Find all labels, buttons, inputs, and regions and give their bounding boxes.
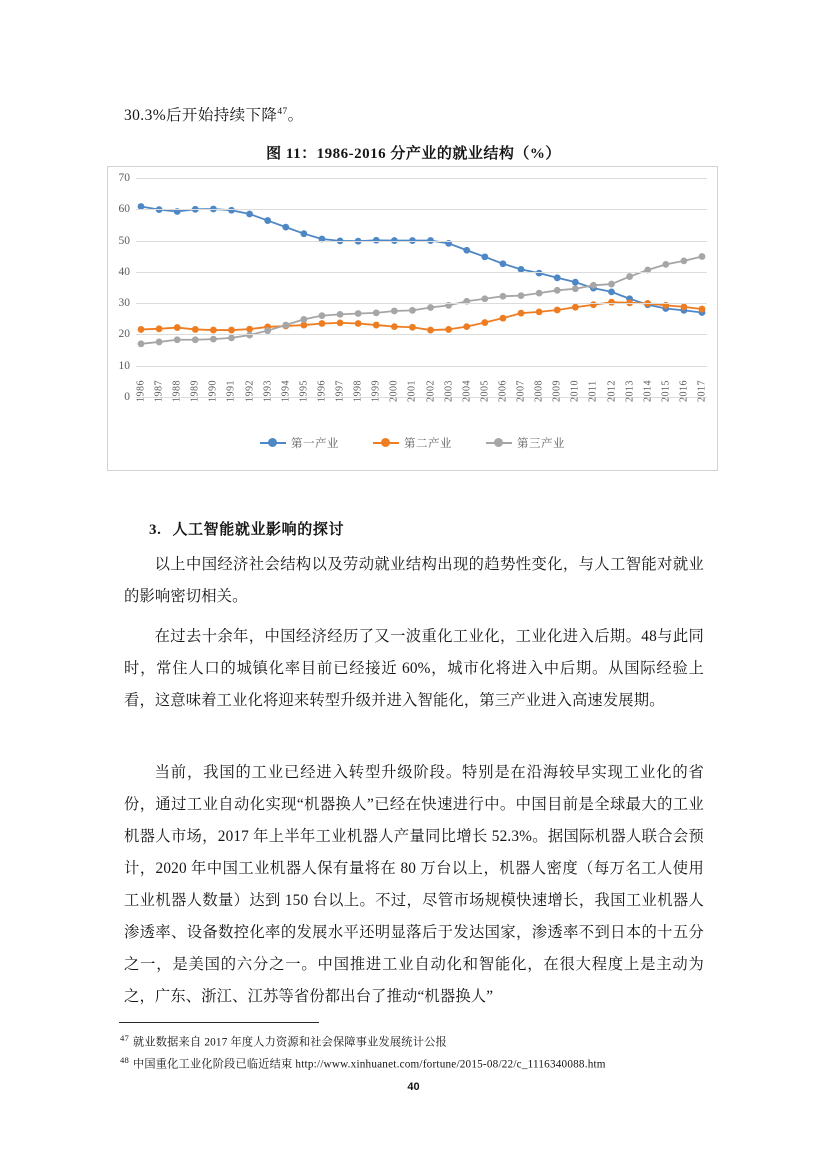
page-number: 40 [407,1081,420,1093]
chart-data-point [463,323,470,330]
body-paragraph-1 [124,549,704,613]
chart-data-point [481,319,488,326]
chart-data-point [681,258,688,265]
x-axis-tick-label: 2011 [587,380,599,402]
section-heading [149,518,344,539]
chart-line-series-2 [141,302,702,330]
chart-data-point [681,303,688,310]
chart-data-point [536,270,543,277]
x-axis-tick-label: 1997 [334,380,346,402]
paragraph-text: 当前，我国的工业已经进入转型升级阶段。特别是在沿海较早实现工业化的省份，通过工业自动化实现“机器换人”已经在快速进行中。中国目前是全球最大的工业机器人市场，2017 年上半年工业机器人产量同比增长 52.3%。据国际机器人联合会预计，2020 年中国工业机器人保有量将在 80 万台以上，机器人密度（每万名工人使用工业机器人数量）达到 150 台以上。不过，尽管市场规模快速增长，我国工业机器人渗透率、设备数控化率的发展水平还明显落后于发达国家，渗透率不到日本的十五分之一，是美国的六分之一。中国推进工业自动化和智能化，在很大程度上是主动为之，广东、浙江、江苏等省份都出台了推动“机器换人” [124,764,704,1005]
x-axis-tick-label: 2017 [696,380,708,402]
footnote-ref-47: 47 [277,106,288,117]
x-axis-tick-label: 2009 [551,380,563,402]
chart-data-point [554,287,561,294]
legend-item-3[interactable] [486,435,565,451]
chart-data-point [228,327,235,334]
chart-data-point [355,320,362,327]
x-axis-tick-label: 1994 [280,380,292,402]
chart-data-point [373,309,380,316]
chart-data-point [572,285,579,292]
chart-data-point [536,290,543,297]
y-axis-tick-label: 50 [118,234,130,247]
legend-item-1[interactable] [260,435,339,451]
x-axis-tick-label: 1988 [171,380,183,402]
chart-data-point [662,261,669,268]
y-axis-tick-label: 0 [124,391,130,403]
x-axis-tick-label: 2001 [406,380,418,402]
chart-data-point [427,304,434,311]
chart-data-point [319,312,326,319]
footnote-text: 中国重化工业化阶段已临近结束 http://www.xinhuanet.com/fortune/2015-08/22/c_1116340088.htm [133,1058,606,1071]
x-axis-tick-label: 2006 [497,380,509,402]
footnote-47 [120,1030,720,1052]
chart-data-point [300,230,307,237]
chart-data-point [174,324,181,331]
footnote-marker: 47 [120,1033,129,1043]
y-axis-tick-label: 70 [118,172,130,184]
x-axis-tick-label: 2005 [479,380,491,402]
chart-gridline [136,178,707,179]
figure-title: 图 11：1986-2016 分产业的就业结构（%） [266,146,561,162]
chart-data-point [210,327,217,334]
chart-gridline [136,303,707,304]
chart-data-point [210,336,217,343]
x-axis-tick-label: 1996 [316,380,328,402]
chart-data-point [518,310,525,317]
x-axis-tick-label: 2000 [388,380,400,402]
chart-data-point [337,311,344,318]
x-axis-tick-label: 1998 [352,380,364,402]
chart-gridline [136,366,707,367]
chart-data-point [264,327,271,334]
chart-data-point [246,211,253,218]
x-axis-tick-label: 1993 [262,380,274,402]
x-axis-tick-label: 1995 [298,380,310,402]
legend-marker-icon [260,438,286,448]
chart-data-point [572,279,579,286]
footnote-text: 就业数据来自 2017 年度人力资源和社会保障事业发展统计公报 [133,1036,447,1049]
chart-data-point [319,320,326,327]
legend-item-2[interactable] [373,435,452,451]
x-axis-tick-label: 1986 [135,380,147,402]
chart-data-point [554,274,561,281]
chart-data-point [572,304,579,311]
chart-data-point [608,288,615,295]
chart-data-point [174,336,181,343]
y-axis-tick-label: 30 [118,297,130,310]
chart-data-point [282,224,289,231]
chart-data-point [409,307,416,314]
chart-plot-area [118,172,708,403]
chart-data-point [481,295,488,302]
chart-data-point [192,336,199,343]
chart-data-point [626,273,633,280]
legend-marker-icon [373,438,399,448]
paragraph-text: 以上中国经济社会结构以及劳动就业结构出现的趋势性变化，与人工智能对就业的影响密切相关。 [124,556,704,605]
chart-data-point [590,282,597,289]
chart-data-point [373,322,380,329]
body-paragraph-3 [124,757,704,1013]
chart-line-series-1 [141,206,702,312]
x-axis-tick-label: 1990 [207,380,219,402]
x-axis-tick-label: 1992 [244,380,256,402]
chart-data-point [264,217,271,224]
chart-data-point [699,306,706,313]
paragraph-text: 在过去十余年，中国经济经历了又一波重化工业化，工业化进入后期。48与此同时，常住人口的城镇化率目前已经接近 60%，城市化将进入中后期。从国际经验上看，这意味着工业化将迎来转型升级并进入智能化，第三产业进入高速发展期。 [124,628,704,709]
footnote-separator [119,1022,319,1023]
chart-data-point [391,308,398,315]
x-axis-tick-label: 2003 [443,380,455,402]
legend-label: 第二产业 [404,438,452,450]
x-axis-tick-label: 1991 [225,380,237,402]
chart-data-point [138,340,145,347]
y-axis-tick-label: 40 [118,265,130,278]
chart-gridline [136,334,707,335]
intro-text: 30.3%后开始持续下降 [124,107,278,124]
x-axis-tick-label: 2002 [425,380,437,402]
x-axis-tick-label: 2010 [569,380,581,402]
chart-gridline [136,272,707,273]
chart-data-point [518,292,525,299]
footnote-list [120,1030,720,1073]
chart-data-point [554,307,561,314]
x-axis-tick-label: 2004 [461,380,473,402]
x-axis-tick-label: 2007 [515,380,527,402]
x-axis-tick-label: 1987 [153,380,165,402]
chart-series-layer [136,178,707,397]
chart-data-point [500,260,507,267]
chart-gridline [136,209,707,210]
chart-data-point [536,309,543,316]
legend-label: 第一产业 [291,438,339,450]
chart-data-point [246,326,253,333]
chart-data-point [500,315,507,322]
x-axis-tick-label: 2016 [678,380,690,402]
x-axis-tick-label: 2012 [606,380,618,402]
x-axis-tick-label: 2014 [642,380,654,402]
chart-data-point [391,323,398,330]
x-axis-tick-label: 2015 [660,380,672,402]
chart-data-point [463,247,470,254]
section-number: 3. [149,522,162,538]
chart-data-point [192,326,199,333]
chart-data-point [337,319,344,326]
chart-data-point [355,310,362,317]
y-axis-tick-label: 20 [118,328,130,341]
legend-marker-icon [486,438,512,448]
chart-gridline [136,397,707,398]
legend-label: 第三产业 [517,438,565,450]
chart-data-point [427,327,434,334]
x-axis-tick-label: 2008 [533,380,545,402]
x-axis-tick-label: 1989 [189,380,201,402]
chart-data-point [409,324,416,331]
footnote-marker: 48 [120,1054,129,1065]
chart-data-point [500,293,507,300]
section-title: 人工智能就业影响的探讨 [172,522,345,538]
y-axis-tick-label: 60 [118,203,130,216]
chart-data-point [699,253,706,260]
chart-data-point [608,281,615,288]
chart-legend [108,435,717,451]
chart-data-point [138,326,145,333]
chart-data-point [282,322,289,329]
footnote-48 [120,1052,720,1074]
chart-data-point [156,339,163,346]
chart-gridline [136,241,707,242]
chart-data-point [445,326,452,333]
figure-11-chart [107,166,718,471]
chart-data-point [228,334,235,341]
chart-data-point [156,325,163,332]
y-axis-tick-label: 10 [118,359,130,372]
chart-data-point [300,316,307,323]
x-axis-tick-label: 1999 [370,380,382,402]
x-axis-tick-label: 2013 [624,380,636,402]
chart-data-point [481,253,488,260]
body-paragraph-2 [124,621,704,717]
intro-paragraph: 30.3%后开始持续下降$^{47}$。 [124,106,304,124]
